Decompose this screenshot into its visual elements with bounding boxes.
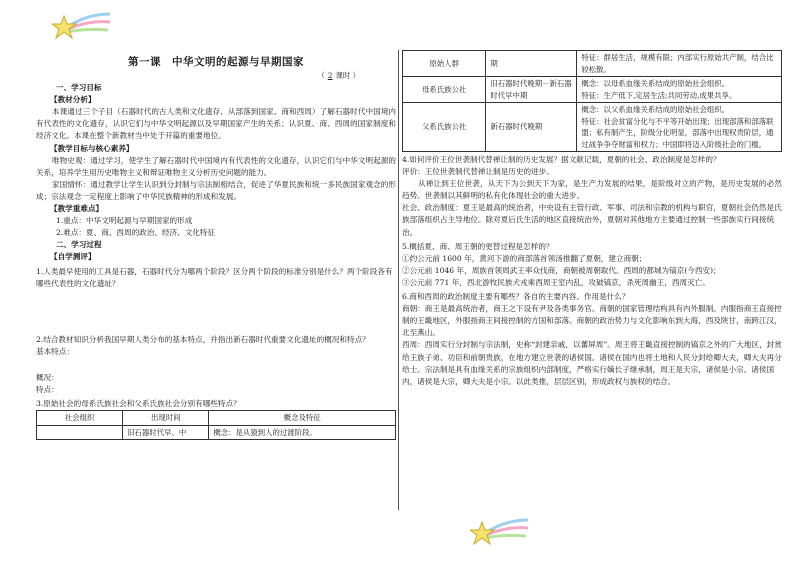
q2-overview-label: 概况：	[36, 372, 59, 382]
table-row	[403, 103, 782, 152]
right-column	[402, 50, 782, 388]
section-heading-goals: 一、学习目标	[56, 83, 102, 93]
table-row	[37, 425, 396, 440]
question-6: 6.商和西周的政治制度主要有哪些？各自的主要内容、作用是什么？	[402, 292, 630, 302]
section-heading-process: 二、学习过程	[56, 240, 102, 250]
table-cell: 原始人群	[403, 51, 486, 77]
table-cell: 旧石器时代晚期－新石器时代早中期	[486, 77, 577, 103]
clan-society-table-continued	[402, 50, 782, 152]
goal-materialism: 唯物史观：通过学习，使学生了解石器时代中国境内有代表性的文化遗存，认识它们与中华文明起源的关系，培养学生用历史唯物主义和辩证唯物主义分析历史问题的能力。	[36, 155, 396, 177]
goal-patriotism: 家国情怀：通过教学让学生认识到分封制与宗法制相结合，促进了华夏民族和统一多民族国家观念的形成；宗法观念一定程度上影响了中华民族精神的形成和发展。	[36, 179, 396, 201]
answer-space	[36, 290, 396, 320]
table-row	[403, 77, 782, 103]
lesson-title: 第一课 中华文明的起源与早期国家	[128, 56, 304, 68]
self-test-heading: 【自学测评】	[50, 252, 96, 262]
table-cell: 概念：以父系血缘关系结成的原始社会组织。 特征：社会贫富分化与不平等开始出现；出现部落和部落联盟；私有制产生，阶级分化明显，部落中出现权贵阶层，通过战争争夺财富和权力；中国即将迈入阶级社会的门槛。	[577, 103, 782, 152]
table-cell: 父系氏族公社	[403, 103, 486, 152]
column-divider	[398, 50, 399, 510]
q6-zhou: 西周：西周实行分封制与宗法制，史称“封建亲戚，以蕃屏周”。周王将王畿直接控制的镐京之外的广大地区，封赏给王族子弟、功臣和前朝贵族，在地方建立世袭的诸侯国。诸侯在国内也将土地和人民分封给卿大夫，卿大夫再分给士。宗法制是具有血缘关系的宗族组织内部制度，严格实行嫡长子继承制，周王是天宗，诸侯是小宗。诸侯国内，诸侯是大宗，卿大夫是小宗。以此类推，层层区别，形成政权与族权的结合。	[402, 340, 782, 386]
q5-item-2: ②公元前 1046 年，周族首领周武王率众伐商，商朝被周朝取代。西周的都城为镐京(今西安)；	[402, 265, 721, 275]
table-cell: 新石器时代晚期	[486, 103, 577, 152]
shooting-star-icon	[470, 516, 530, 550]
lesson-count-number: 2	[327, 71, 333, 80]
clan-society-table-top	[36, 410, 396, 440]
question-2: 2.结合教材知识分析我国早期人类分布的基本特点，并指出新石器时代重要文化遗址的概况和特点？	[36, 334, 370, 344]
question-5: 5.概括夏、商、周王朝的更替过程是怎样的？	[402, 241, 554, 251]
q4-paragraph-1: 从禅让到王位世袭，从天下为公到天下为家，是生产力发展的结果，是阶级对立的产物，是历史发展的必然趋势。世袭制以其鲜明的私有化体现社会的重大进步。	[402, 179, 782, 201]
table-cell: 概念：以母系血缘关系结成的原始社会组织。 特征：生产低下,定居生活;共同劳动,成果共享。	[577, 77, 782, 103]
q5-item-3: ③公元前 771 年，西北游牧民族犬戎乘西周王室内乱，攻破镐京，杀死周幽王，西周灭亡。	[402, 277, 710, 287]
table-cell: 期	[486, 51, 577, 77]
table-header-row	[37, 411, 396, 426]
q4-evaluation: 评价：王位世袭制代替禅让制是历史的进步。	[402, 167, 554, 177]
question-4: 4.如何评价王位世袭制代替禅让制的历史发展？据文献记载，夏朝的社会、政治制度是怎样的？	[402, 155, 721, 164]
goals-heading: 【教学目标与核心素养】	[50, 143, 134, 153]
analysis-text: 本课通过三个子目（石器时代的古人类和文化遗存、从部落到国家、商和西周）了解石器时代中国境内有代表性的文化遗存，认识它们与中华文明起源以及早期国家产生的关系；认识夏、商、西周的国家制度和经济文化。本课在整个新教材当中处于开篇的重要地位。	[36, 107, 396, 141]
key-point: 1.重点：中华文明起源与早期国家的形成	[56, 216, 193, 226]
keys-heading: 【教学重难点】	[50, 204, 104, 214]
table-cell: 母系氏族公社	[403, 77, 486, 103]
table-cell: 概念：是从猿到人的过渡阶段。	[209, 425, 396, 440]
analysis-heading: 【教材分析】	[50, 95, 96, 105]
question-3: 3.原始社会的母系氏族社会和父系氏族社会分别有哪些特点？	[36, 399, 241, 409]
q5-item-1: ①约公元前 1600 年，黄河下游的商部落首领汤推翻了夏朝，建立商朝；	[402, 253, 647, 263]
q2-basic-label: 基本特点：	[36, 346, 74, 356]
q2-feature-label: 特点：	[36, 384, 59, 394]
table-header: 概念及特征	[209, 411, 396, 426]
table-row	[403, 51, 782, 77]
question-1: 1.人类最早使用的工具是石器，石器时代分为哪两个阶段？区分两个阶段的标准分别是什么？两个阶段各有哪些代表性的文化遗址？	[36, 266, 393, 288]
table-cell: 特征：群居生活，规模有限；内部实行原始共产制，结合比较松散。	[577, 51, 782, 77]
table-header: 出现时间	[123, 411, 209, 426]
left-column	[36, 50, 396, 440]
table-header: 社会组织	[37, 411, 123, 426]
lesson-count: （ 2 课时 ）	[317, 71, 360, 80]
q4-paragraph-2: 社会、政治制度：夏王是最高的统治者，中央设有主管行政、军事、司法和宗教的机构与职官，夏朝社会仍然是氏族部落组织占主导地位。除对夏后氏生活的地区直接统治外，夏朝对其他地方主要通过控制一些部族实行间接统治。	[402, 203, 782, 237]
q6-shang: 商朝：商王是最高统治者，商王之下设有尹及各类事务官。商朝的国家管理结构具有内外服制。内服指商王直接控制的王畿地区，外服指商王间接控制的方国和部落。商朝的政治势力与文化影响东到大海，西及陕甘，南跨江汉，北至燕山。	[402, 304, 782, 338]
shooting-star-icon	[52, 10, 112, 44]
table-cell: 旧石器时代早、中	[123, 425, 209, 440]
difficult-point: 2.难点：夏、商、西周的政治、经济、文化特征	[56, 228, 216, 238]
